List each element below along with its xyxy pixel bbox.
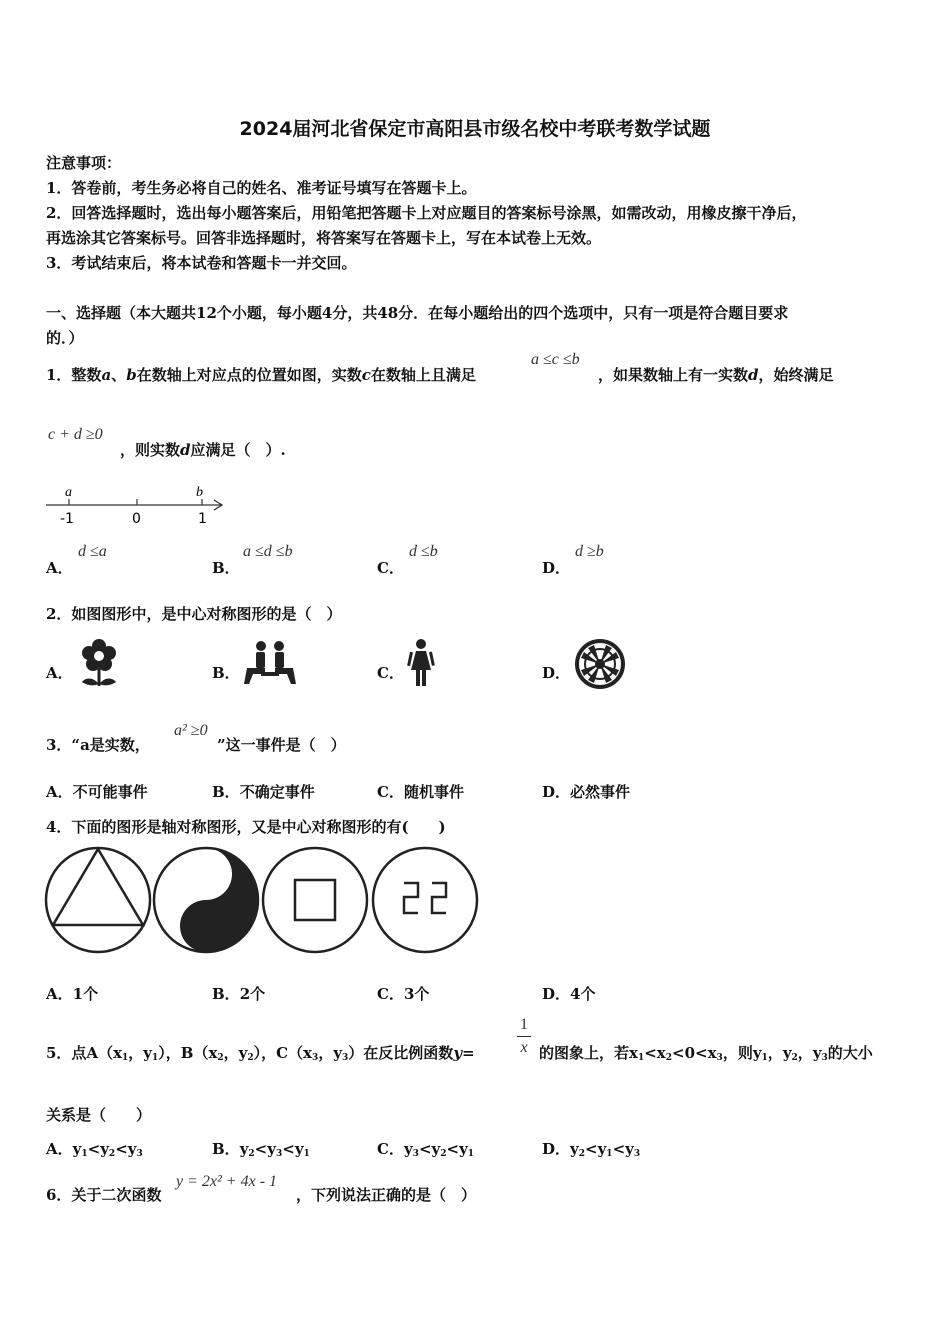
q2-text: 2．如图图形中，是中心对称图形的是（ ） <box>46 605 342 623</box>
q4-option-d[interactable]: D．4个 <box>542 985 596 1003</box>
people-sitting-icon <box>243 640 299 686</box>
page-title: 2024届河北省保定市高阳县市级名校中考联考数学试题 <box>239 118 711 140</box>
q5-option-a[interactable]: A．$y_1<y_2<y_3$ <box>46 1140 143 1159</box>
q3-option-d[interactable]: D．必然事件 <box>542 783 631 801</box>
q4-figures <box>44 845 484 955</box>
notice-item: 1．答卷前，考生务必将自己的姓名、准考证号填写在答题卡上。 <box>46 179 477 197</box>
woman-icon <box>408 638 434 688</box>
flower-icon <box>78 638 120 688</box>
axis-label-a: a <box>65 485 72 500</box>
q3-text: 3．“a是实数， <box>46 736 150 754</box>
q1-option-a[interactable]: A． <box>46 559 73 577</box>
q3-option-b[interactable]: B．不确定事件 <box>212 783 315 801</box>
triangle-in-circle-icon <box>46 848 150 952</box>
symbol-in-circle-icon <box>373 848 477 952</box>
q5-option-d[interactable]: D．$y_2<y_1<y_3$ <box>542 1140 641 1159</box>
square-in-circle-icon <box>263 848 367 952</box>
q5-text-line2: 关系是（ ） <box>46 1106 152 1124</box>
q1-option-c[interactable]: C． <box>377 559 404 577</box>
q2-option-a[interactable]: A． <box>46 664 73 682</box>
q1-text-end: ，则实数d应满足（ ）. <box>120 441 286 459</box>
q1-option-b[interactable]: B． <box>212 559 240 577</box>
q2-option-b[interactable]: B． <box>212 664 240 682</box>
q5-text-cont: 的图象上，若$x_1<x_2<0<x_3$，则$y_1$，$y_2$，$y_3$的大小 <box>539 1044 873 1063</box>
tick-label: -1 <box>60 511 74 527</box>
q6-text-cont: ，下列说法正确的是（ ） <box>296 1186 477 1204</box>
axis-label-b: b <box>196 485 203 500</box>
q3-option-c[interactable]: C．随机事件 <box>377 783 464 801</box>
q1-condition: a ≤c ≤b <box>531 351 580 368</box>
q4-option-a[interactable]: A．1个 <box>46 985 99 1003</box>
q1-option-b-expr: a ≤d ≤b <box>243 543 293 560</box>
q1-option-d[interactable]: D． <box>542 559 571 577</box>
q1-text-cont: ，如果数轴上有一实数d，始终满足 <box>598 366 834 384</box>
q3-option-a[interactable]: A．不可能事件 <box>46 783 148 801</box>
q3-expr: a² ≥0 <box>174 722 208 739</box>
section-heading: 一、选择题（本大题共12个小题，每小题4分，共48分．在每小题给出的四个选项中，只有一项是符合题目要求 <box>46 304 789 322</box>
q6-expr: y = 2x² + 4x - 1 <box>176 1173 278 1190</box>
tick-label: 1 <box>198 511 207 527</box>
section-heading-cont: 的．） <box>46 329 84 347</box>
q1-condition-2: c + d ≥0 <box>48 426 103 443</box>
notice-heading: 注意事项： <box>46 154 122 172</box>
q6-text: 6．关于二次函数 <box>46 1186 162 1204</box>
q1-option-d-expr: d ≥b <box>575 543 604 560</box>
q1-option-a-expr: d ≤a <box>78 543 107 560</box>
q2-option-c[interactable]: C． <box>377 664 404 682</box>
q5-fraction: 1 x <box>517 1016 531 1057</box>
q4-option-c[interactable]: C．3个 <box>377 985 430 1003</box>
q1-option-c-expr: d ≤b <box>409 543 438 560</box>
notice-item: 再选涂其它答案标号。回答非选择题时，将答案写在答题卡上，写在本试卷上无效。 <box>46 229 602 247</box>
q5-option-c[interactable]: C．$y_3<y_2<y_1$ <box>377 1140 475 1159</box>
notice-item: 3．考试结束后，将本试卷和答题卡一并交回。 <box>46 254 357 272</box>
q4-text: 4．下面的图形是轴对称图形，又是中心对称图形的有( ) <box>46 818 446 836</box>
q5-option-b[interactable]: B．$y_2<y_3<y_1$ <box>212 1140 310 1159</box>
q3-text-cont: ”这一事件是（ ） <box>217 736 346 754</box>
q1-text: 1．整数a、b在数轴上对应点的位置如图，实数c在数轴上且满足 <box>46 366 476 384</box>
q2-option-d[interactable]: D． <box>542 664 571 682</box>
tick-label: 0 <box>132 511 141 527</box>
q4-option-b[interactable]: B．2个 <box>212 985 266 1003</box>
number-line-figure <box>44 482 234 528</box>
notice-item: 2．回答选择题时，选出每小题答案后，用铅笔把答题卡上对应题目的答案标号涂黑，如需改动，用橡皮擦干净后， <box>46 204 807 222</box>
yin-yang-icon <box>154 848 258 952</box>
circle-cross-icon <box>574 638 626 690</box>
q5-text: 5．点$A(x_1$，$y_1$），$B(x_2$，$y_2$），$C(x_3$，$y_3$）在反比例函数y= <box>46 1044 475 1063</box>
